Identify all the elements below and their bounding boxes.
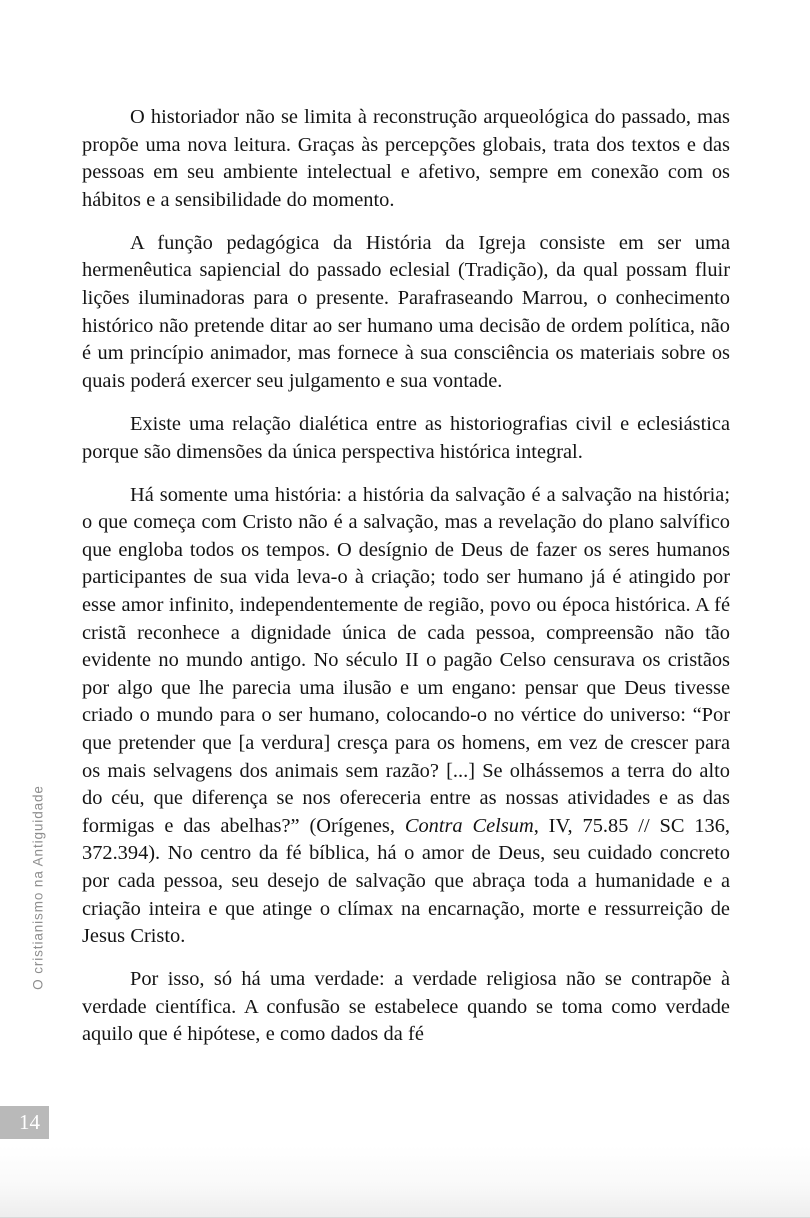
body-text-column — [82, 104, 730, 1049]
paragraph-2: A função pedagógica da História da Igreja consiste em ser uma hermenêutica sapiencial do passado eclesial (Tradição), da qual possam fluir lições iluminadoras para o presente. Parafraseando Marrou, o conhecimento histórico não pretende ditar ao ser humano uma decisão de ordem política, não é um princípio animador, mas fornece à sua consciência os materiais sobre os quais poderá exercer seu julgamento e sua vontade. — [82, 231, 730, 392]
paragraph-4-segment-a: Há somente uma história: a história da salvação é a salvação na história; o que começa com Cristo não é a salvação, mas a revelação do plano salvífico que engloba todos os tempos. O desígnio de Deus de fazer os seres humanos participantes de sua vida leva-o à criação; todo ser humano já é atingido por esse amor infinito, independentemente de região, povo ou época histórica. A fé cristã reconhece a dignidade única de cada pessoa, compreensão não tão evidente no mundo antigo. No século II o pagão Celso censurava os cristãos por algo que lhe parecia uma ilusão e um engano: pensar que Deus tivesse criado o mundo para o ser humano, colocando-o no vértice do universo: “Por que pretender que [a verdura] cresça para os homens, em vez de crescer para os mais selvagens dos animais sem razão? [...] Se olhássemos a terra do alto do céu, que diferença se nos ofereceria entre as nossas atividades e as das formigas e das abelhas?” (Orígenes, — [82, 483, 730, 837]
paragraph-5: Por isso, só há uma verdade: a verdade religiosa não se contrapõe à verdade científica. A confusão se estabelece quando se toma como verdade aquilo que é hipótese, e como dados da fé — [82, 968, 730, 1046]
paragraph-4-segment-b: , IV, 75.85 // SC 136, 372.394). No centro da fé bíblica, há o amor de Deus, seu cuidado concreto por cada pessoa, seu desejo de salvação que abraça toda a humanidade e a criação inteira e que atinge o clímax na encarnação, morte e ressurreição de Jesus Cristo. — [82, 814, 730, 948]
paragraph-1: O historiador não se limita à reconstrução arqueológica do passado, mas propõe uma nova leitura. Graças às percepções globais, trata dos textos e das pessoas em seu ambiente intelectual e afetivo, sempre em conexão com os hábitos e a sensibilidade do momento. — [82, 106, 730, 211]
page-bottom-shading — [0, 1146, 810, 1218]
paragraph-3: Existe uma relação dialética entre as historiografias civil e eclesiástica porque são dimensões da única perspectiva histórica integral. — [82, 412, 730, 463]
page-number-box — [0, 1106, 49, 1139]
paragraph-4-citation-title: Contra Celsum — [404, 814, 534, 837]
page-number: 14 — [19, 1110, 40, 1134]
paragraph-4 — [82, 482, 730, 951]
running-side-title: O cristianismo na Antiguidade — [30, 785, 46, 990]
